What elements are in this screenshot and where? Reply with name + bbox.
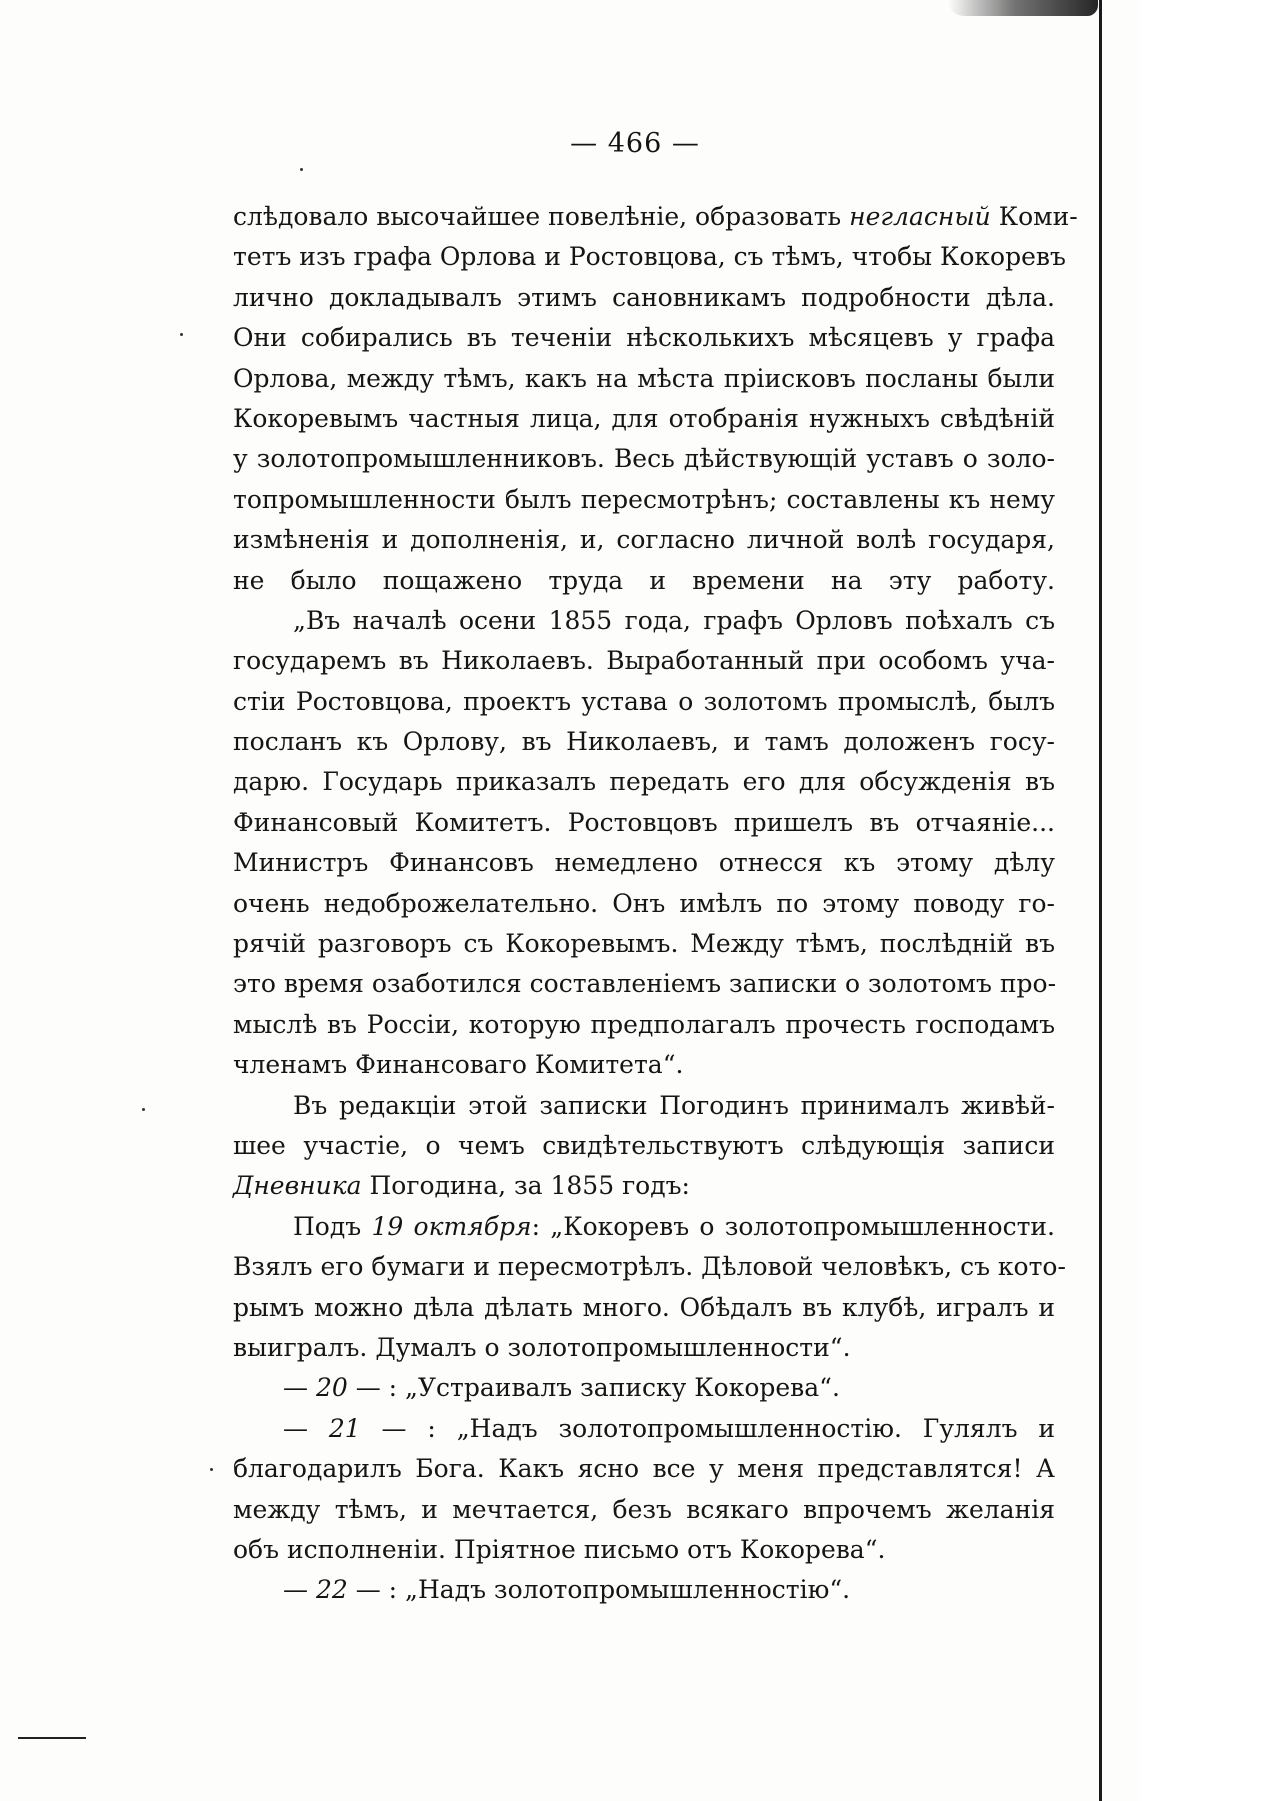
text-line: благодарилъ Бога. Какъ ясно все у меня представлятся! А (233, 1454, 1055, 1484)
text-line: государемъ въ Николаевъ. Выработанный при особомъ уча- (233, 646, 1055, 676)
text-line: Орлова, между тѣмъ, какъ на мѣста пріисковъ посланы были (233, 363, 1055, 393)
text-run: — (283, 1575, 316, 1605)
italic-run: 21 (328, 1413, 361, 1443)
text-line (233, 1570, 1055, 1610)
text-line: Они собирались въ теченіи нѣсколькихъ мѣсяцевъ у графа (233, 323, 1055, 353)
text-line: стіи Ростовцова, проектъ устава о золотомъ промыслѣ, былъ (233, 686, 1055, 716)
text-line: Финансовый Комитетъ. Ростовцовъ пришелъ въ отчаяніе... (233, 807, 1055, 837)
text-line: объ исполненіи. Пріятное письмо отъ Кокорева“. (233, 1534, 886, 1564)
speck (210, 1468, 213, 1471)
scan-shadow (948, 0, 1098, 16)
text-line: это время озаботился составленіемъ записки о золотомъ про- (233, 969, 1057, 999)
speck (300, 168, 303, 171)
text-line: „Въ началѣ осени 1855 года, графъ Орловъ поѣхалъ съ (293, 605, 1055, 635)
text-line: не было пощажено труда и времени на эту работу. (233, 565, 1055, 595)
body-text (233, 197, 1078, 1611)
scan-mark (18, 1737, 86, 1739)
text-run: Погодина, за 1855 годъ: (361, 1171, 690, 1201)
text-line: посланъ къ Орлову, въ Николаевъ, и тамъ доложенъ госу- (233, 727, 1055, 757)
text-run: — : „Устраивалъ записку Кокорева“. (347, 1373, 840, 1403)
text-line: тетъ изъ графа Орлова и Ростовцова, съ тѣмъ, чтобы Кокоревъ (233, 242, 1066, 272)
text-run: слѣдовало высочайшее повелѣніе, образовать (233, 202, 850, 231)
italic-run: Дневника (233, 1171, 362, 1201)
text-line (233, 1409, 1055, 1449)
page-number: — 466 — (570, 128, 700, 159)
text-line: Министръ Финансовъ немедлено отнесся къ этому дѣлу (233, 848, 1055, 878)
text-line: шее участіе, о чемъ свидѣтельствуютъ слѣдующія записи (233, 1130, 1055, 1160)
text-run: Коми- (990, 202, 1078, 231)
text-line: у золотопромышленниковъ. Весь дѣйствующій уставъ о золо- (233, 444, 1055, 474)
speck (180, 333, 183, 336)
text-run: : „Кокоревъ о золотопромышленности. (531, 1211, 1056, 1241)
italic-run: 19 октября (371, 1211, 532, 1241)
text-line: мыслѣ въ Россіи, которую предполагалъ прочесть господамъ (233, 1009, 1055, 1039)
text-run: — (283, 1373, 316, 1403)
text-line: членамъ Финансоваго Комитета“. (233, 1050, 684, 1080)
text-line: рячій разговоръ съ Кокоревымъ. Между тѣмъ, послѣдній въ (233, 929, 1055, 959)
text-line: очень недоброжелательно. Онъ имѣлъ по этому поводу го- (233, 888, 1055, 918)
italic-run: негласный (849, 202, 991, 231)
page-edge (1099, 0, 1102, 1801)
text-run: — : „Надъ золотопромышленностію“. (347, 1575, 851, 1605)
text-line: рымъ можно дѣла дѣлать много. Обѣдалъ въ клубѣ, игралъ и (233, 1292, 1055, 1322)
text-line: топромышленности былъ пересмотрѣнъ; составлены къ нему (233, 484, 1055, 514)
text-line (233, 1166, 1055, 1206)
speck (142, 1108, 145, 1111)
text-run: — (283, 1413, 329, 1443)
italic-run: 22 (315, 1575, 348, 1605)
text-run: — : „Надъ золотопромышленностію. Гулялъ и (360, 1413, 1055, 1443)
text-line: Въ редакціи этой записки Погодинъ принималъ живѣй- (293, 1090, 1055, 1120)
text-run: Подъ (293, 1211, 372, 1241)
text-line (233, 197, 1078, 237)
text-line: лично докладывалъ этимъ сановникамъ подробности дѣла. (233, 282, 1055, 312)
text-line: дарю. Государь приказалъ передать его для обсужденія въ (233, 767, 1055, 797)
text-line (233, 1207, 1055, 1247)
text-line: измѣненія и дополненія, и, согласно личной волѣ государя, (233, 525, 1055, 555)
text-line: Кокоревымъ частныя лица, для отобранія нужныхъ свѣдѣній (233, 403, 1055, 433)
text-line (233, 1368, 1055, 1408)
text-line: Взялъ его бумаги и пересмотрѣлъ. Дѣловой человѣкъ, съ кото- (233, 1252, 1066, 1282)
italic-run: 20 (315, 1373, 348, 1403)
text-line: выигралъ. Думалъ о золотопромышленности“. (233, 1332, 851, 1362)
text-line: между тѣмъ, и мечтается, безъ всякаго впрочемъ желанія (233, 1494, 1055, 1524)
